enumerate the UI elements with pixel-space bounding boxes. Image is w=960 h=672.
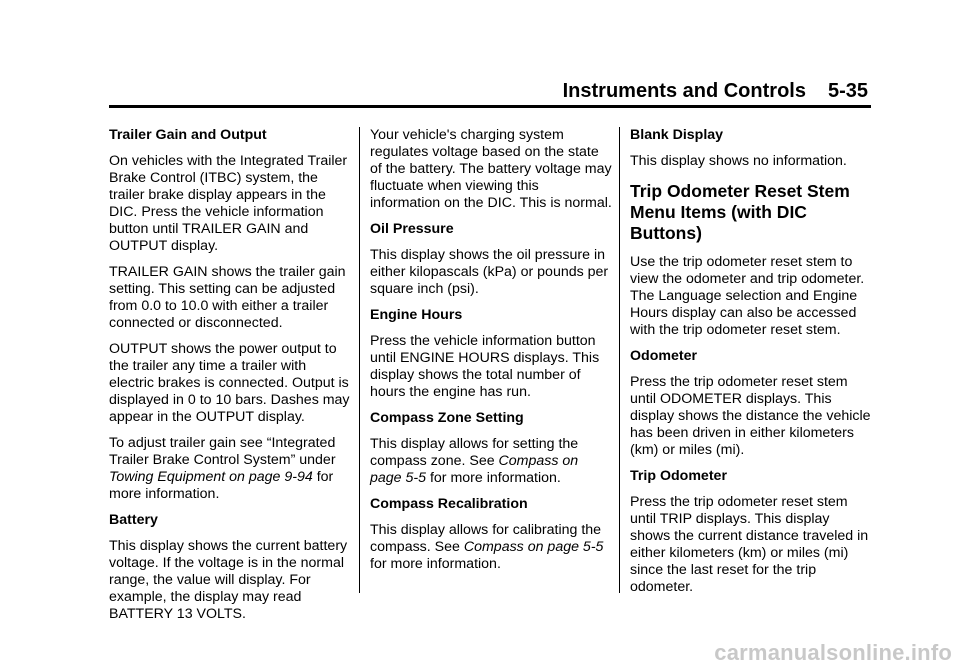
trailer-gain-paragraph-3: OUTPUT shows the power output to the trailer any time a trailer with electric brakes is connected. Output is displayed in 0 to 10 bars. Dashes may appear in the OUTPUT display. [109, 341, 350, 425]
battery-paragraph-1: This display shows the current battery voltage. If the voltage is in the normal range, the value will display. For example, the display may read BATTERY 13 VOLTS. [109, 538, 348, 622]
compass-zone-tail: for more information. [426, 470, 561, 486]
header-rule [109, 105, 871, 108]
towing-equipment-reference: Towing Equipment on page 9-94 [109, 469, 313, 485]
battery-paragraph-2: Your vehicle's charging system regulates voltage based on the state of the battery. The battery voltage may fluctuate when viewing this information on the DIC. This is normal. [370, 127, 612, 211]
trip-odometer-reset-section-heading: Trip Odometer Reset Stem Menu Items (with DIC Buttons) [630, 181, 850, 243]
column-divider-1 [359, 127, 360, 593]
text-column-2 [370, 127, 612, 582]
battery-heading: Battery [109, 512, 158, 528]
odometer-paragraph: Press the trip odometer reset stem until ODOMETER displays. This display shows the distance the vehicle has been driven in either kilometers (km) or miles (mi). [630, 374, 871, 458]
trailer-gain-p4-tail: for more information. [109, 469, 334, 502]
trailer-gain-paragraph-4 [109, 435, 351, 503]
oil-pressure-paragraph: This display shows the oil pressure in either kilopascals (kPa) or pounds per square inch (psi). [370, 247, 609, 297]
compass-zone-heading: Compass Zone Setting [370, 410, 524, 426]
trailer-gain-paragraph-1: On vehicles with the Integrated Trailer Brake Control (ITBC) system, the trailer brake display appears in the DIC. Press the vehicle information button until TRAILER GAIN and OUTPUT display. [109, 153, 348, 254]
trailer-gain-p4-text: To adjust trailer gain see “Integrated Trailer Brake Control System” under [109, 435, 336, 468]
text-column-1 [109, 127, 351, 632]
blank-display-paragraph: This display shows no information. [630, 153, 847, 169]
page-header [0, 79, 868, 103]
trip-odometer-reset-paragraph: Use the trip odometer reset stem to view the odometer and trip odometer. The Language selection and Engine Hours display can also be accessed with the trip odometer reset stem. [630, 254, 865, 338]
compass-recalibration-paragraph [370, 522, 612, 573]
compass-zone-reference: Compass on page 5-5 [370, 453, 579, 486]
engine-hours-heading: Engine Hours [370, 307, 463, 323]
trip-odometer-paragraph: Press the trip odometer reset stem until TRIP displays. This display shows the current distance traveled in either kilometers (km) or miles (mi) since the last reset for the trip odometer. [630, 494, 869, 595]
compass-recalibration-heading: Compass Recalibration [370, 496, 528, 512]
compass-recal-tail: for more information. [370, 556, 501, 572]
trip-odometer-heading: Trip Odometer [630, 468, 727, 484]
oil-pressure-heading: Oil Pressure [370, 221, 454, 237]
page-number: 5-35 [827, 80, 868, 102]
trailer-gain-heading: Trailer Gain and Output [109, 127, 267, 143]
compass-zone-paragraph [370, 436, 612, 487]
watermark: carmanualsonline.info [714, 640, 952, 665]
chapter-title: Instruments and Controls [562, 80, 806, 102]
odometer-heading: Odometer [630, 348, 698, 364]
blank-display-heading: Blank Display [630, 127, 724, 143]
trailer-gain-paragraph-2: TRAILER GAIN shows the trailer gain setting. This setting can be adjusted from 0.0 to 10.0 with either a trailer connected or disconnected. [109, 264, 346, 331]
compass-recal-text: This display allows for calibrating the compass. See [370, 522, 602, 555]
compass-zone-text: This display allows for setting the compass zone. See [370, 436, 579, 469]
text-column-3 [630, 127, 872, 605]
compass-recal-reference: Compass on page 5-5 [463, 539, 604, 555]
engine-hours-paragraph: Press the vehicle information button until ENGINE HOURS displays. This display shows the total number of hours the engine has run. [370, 333, 600, 400]
column-divider-2 [619, 127, 620, 593]
